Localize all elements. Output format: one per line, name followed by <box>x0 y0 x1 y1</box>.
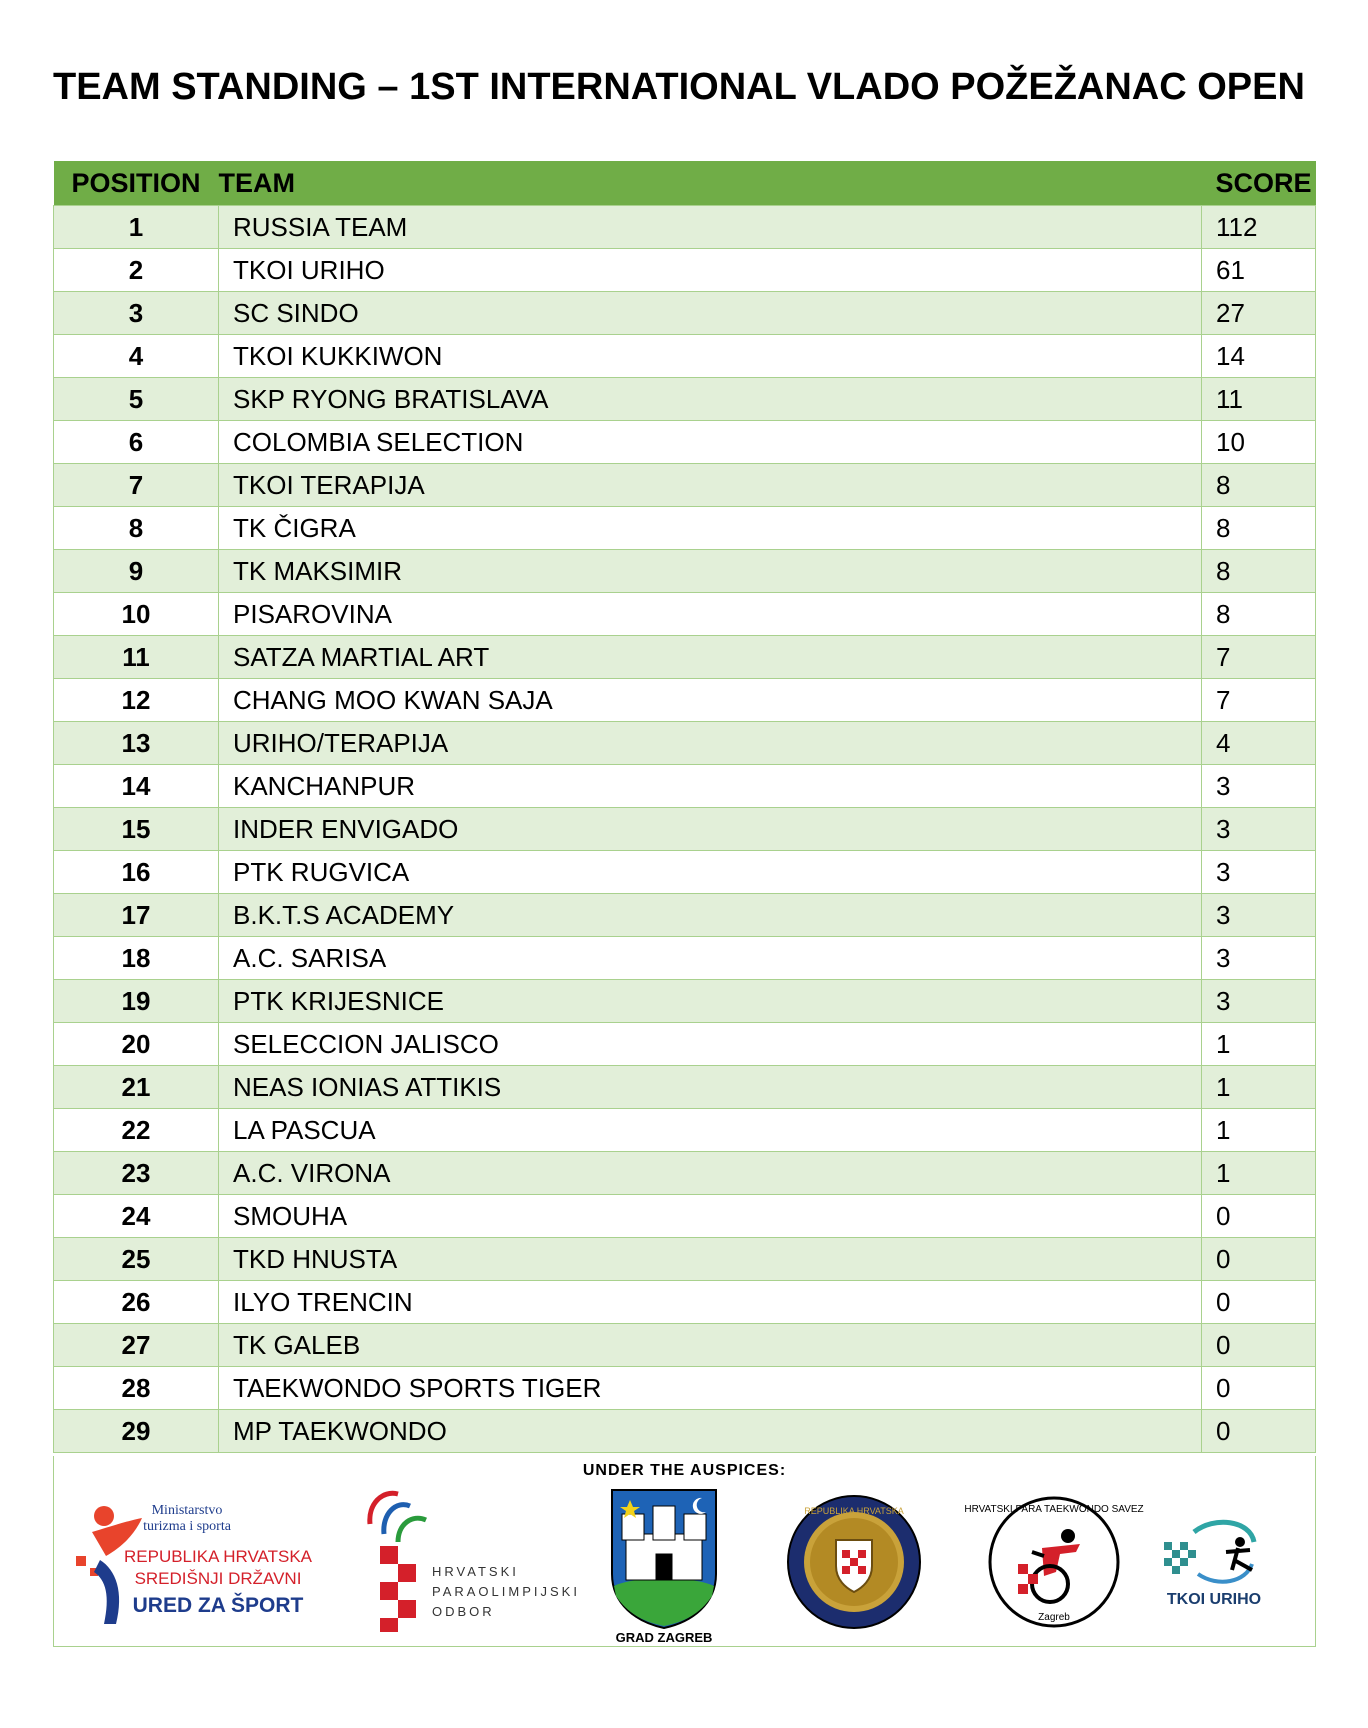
header-score: SCORE <box>1202 161 1316 206</box>
row-position: 6 <box>54 421 219 464</box>
row-position: 16 <box>54 851 219 894</box>
row-score: 8 <box>1202 464 1316 507</box>
row-team: SKP RYONG BRATISLAVA <box>219 378 1202 421</box>
para-taekwondo-logo <box>964 1492 1144 1632</box>
row-position: 21 <box>54 1066 219 1109</box>
table-row <box>54 1281 1316 1324</box>
row-team: TKOI KUKKIWON <box>219 335 1202 378</box>
row-position: 29 <box>54 1410 219 1453</box>
table-row <box>54 550 1316 593</box>
row-score: 3 <box>1202 980 1316 1023</box>
row-team: TKOI TERAPIJA <box>219 464 1202 507</box>
row-team: CHANG MOO KWAN SAJA <box>219 679 1202 722</box>
row-position: 7 <box>54 464 219 507</box>
row-position: 26 <box>54 1281 219 1324</box>
table-row <box>54 507 1316 550</box>
row-position: 10 <box>54 593 219 636</box>
table-row <box>54 378 1316 421</box>
row-team: COLOMBIA SELECTION <box>219 421 1202 464</box>
row-score: 11 <box>1202 378 1316 421</box>
row-score: 0 <box>1202 1324 1316 1367</box>
row-position: 25 <box>54 1238 219 1281</box>
row-score: 3 <box>1202 894 1316 937</box>
row-position: 5 <box>54 378 219 421</box>
table-row <box>54 206 1316 249</box>
row-team: KANCHANPUR <box>219 765 1202 808</box>
row-team: SC SINDO <box>219 292 1202 335</box>
table-row <box>54 1238 1316 1281</box>
row-score: 1 <box>1202 1066 1316 1109</box>
table-row <box>54 636 1316 679</box>
table-row <box>54 292 1316 335</box>
table-row <box>54 765 1316 808</box>
row-team: TK MAKSIMIR <box>219 550 1202 593</box>
para-tkd-city: Zagreb <box>1038 1612 1070 1623</box>
row-team: RUSSIA TEAM <box>219 206 1202 249</box>
para-tkd-ring-text: HRVATSKI PARA TAEKWONDO SAVEZ <box>964 1504 1144 1515</box>
row-team: A.C. SARISA <box>219 937 1202 980</box>
row-position: 23 <box>54 1152 219 1195</box>
auspices-label: UNDER THE AUSPICES: <box>582 1462 787 1479</box>
table-row <box>54 1109 1316 1152</box>
row-position: 3 <box>54 292 219 335</box>
table-row <box>54 249 1316 292</box>
ministry-line2: turizma i sporta <box>143 1519 231 1534</box>
paralympic-line1: HRVATSKI <box>432 1564 519 1579</box>
row-score: 3 <box>1202 937 1316 980</box>
tkoi-emblem-icon <box>1164 1522 1254 1581</box>
row-position: 13 <box>54 722 219 765</box>
row-score: 10 <box>1202 421 1316 464</box>
row-position: 19 <box>54 980 219 1023</box>
table-row <box>54 894 1316 937</box>
row-position: 27 <box>54 1324 219 1367</box>
row-score: 3 <box>1202 808 1316 851</box>
row-position: 14 <box>54 765 219 808</box>
row-team: TK GALEB <box>219 1324 1202 1367</box>
header-position: POSITION <box>54 161 219 206</box>
ministry-line1: Ministarstvo <box>151 1503 223 1518</box>
row-team: PTK KRIJESNICE <box>219 980 1202 1023</box>
table-row <box>54 679 1316 722</box>
row-score: 8 <box>1202 507 1316 550</box>
row-team: PISAROVINA <box>219 593 1202 636</box>
table-body <box>54 206 1316 1453</box>
row-team: A.C. VIRONA <box>219 1152 1202 1195</box>
table-row <box>54 808 1316 851</box>
row-position: 4 <box>54 335 219 378</box>
table-row <box>54 1324 1316 1367</box>
row-team: URIHO/TERAPIJA <box>219 722 1202 765</box>
row-score: 27 <box>1202 292 1316 335</box>
row-team: SMOUHA <box>219 1195 1202 1238</box>
checkerboard-icon <box>380 1546 416 1632</box>
row-team: TKD HNUSTA <box>219 1238 1202 1281</box>
row-team: NEAS IONIAS ATTIKIS <box>219 1066 1202 1109</box>
table-row <box>54 1195 1316 1238</box>
table-row <box>54 980 1316 1023</box>
auspices-footer <box>53 1456 1316 1647</box>
table-row <box>54 1023 1316 1066</box>
paralympic-line2: PARAOLIMPIJSKI <box>432 1584 580 1599</box>
row-position: 24 <box>54 1195 219 1238</box>
agitos-icon <box>370 1493 426 1542</box>
row-team: TKOI URIHO <box>219 249 1202 292</box>
table-header-row <box>54 161 1316 206</box>
row-score: 61 <box>1202 249 1316 292</box>
table-row <box>54 851 1316 894</box>
row-team: TK ČIGRA <box>219 507 1202 550</box>
row-score: 1 <box>1202 1023 1316 1066</box>
row-team: MP TAEKWONDO <box>219 1410 1202 1453</box>
table-row <box>54 722 1316 765</box>
row-score: 0 <box>1202 1410 1316 1453</box>
row-position: 20 <box>54 1023 219 1066</box>
row-position: 15 <box>54 808 219 851</box>
table-row <box>54 421 1316 464</box>
row-position: 17 <box>54 894 219 937</box>
table-row <box>54 464 1316 507</box>
row-score: 1 <box>1202 1152 1316 1195</box>
row-position: 9 <box>54 550 219 593</box>
row-score: 0 <box>1202 1238 1316 1281</box>
paralympic-line3: ODBOR <box>432 1604 495 1619</box>
row-score: 7 <box>1202 636 1316 679</box>
row-score: 8 <box>1202 550 1316 593</box>
page-title: TEAM STANDING – 1ST INTERNATIONAL VLADO POŽEŽANAC OPEN <box>53 66 1305 108</box>
row-score: 0 <box>1202 1195 1316 1238</box>
seal-ring-text: REPUBLIKA HRVATSKA <box>804 1506 904 1516</box>
ministry-line4: SREDIŠNJI DRŽAVNI <box>134 1569 302 1588</box>
table-row <box>54 1367 1316 1410</box>
row-position: 2 <box>54 249 219 292</box>
row-team: B.K.T.S ACADEMY <box>219 894 1202 937</box>
table-row <box>54 1410 1316 1453</box>
row-team: SATZA MARTIAL ART <box>219 636 1202 679</box>
row-score: 14 <box>1202 335 1316 378</box>
row-score: 4 <box>1202 722 1316 765</box>
row-score: 3 <box>1202 851 1316 894</box>
zagreb-label: GRAD ZAGREB <box>615 1630 713 1645</box>
row-team: LA PASCUA <box>219 1109 1202 1152</box>
standings-table <box>53 161 1316 1453</box>
row-position: 18 <box>54 937 219 980</box>
tkoi-uriho-logo <box>1154 1512 1274 1612</box>
zagreb-coat-of-arms <box>604 1486 724 1644</box>
row-team: ILYO TRENCIN <box>219 1281 1202 1324</box>
row-team: PTK RUGVICA <box>219 851 1202 894</box>
row-position: 8 <box>54 507 219 550</box>
table-row <box>54 1152 1316 1195</box>
ministry-logo <box>72 1496 313 1636</box>
row-score: 1 <box>1202 1109 1316 1152</box>
paralympic-logo <box>362 1484 582 1634</box>
row-team: TAEKWONDO SPORTS TIGER <box>219 1367 1202 1410</box>
row-position: 12 <box>54 679 219 722</box>
header-team: TEAM <box>219 161 1202 206</box>
row-score: 8 <box>1202 593 1316 636</box>
row-team: SELECCION JALISCO <box>219 1023 1202 1066</box>
row-position: 22 <box>54 1109 219 1152</box>
row-score: 112 <box>1202 206 1316 249</box>
ministry-line3: REPUBLIKA HRVATSKA <box>123 1547 313 1566</box>
row-score: 0 <box>1202 1281 1316 1324</box>
row-score: 3 <box>1202 765 1316 808</box>
row-score: 0 <box>1202 1367 1316 1410</box>
row-position: 11 <box>54 636 219 679</box>
row-team: INDER ENVIGADO <box>219 808 1202 851</box>
row-score: 7 <box>1202 679 1316 722</box>
row-position: 28 <box>54 1367 219 1410</box>
tkoi-label: TKOI URIHO <box>1166 1591 1262 1608</box>
table-row <box>54 1066 1316 1109</box>
table-row <box>54 937 1316 980</box>
table-row <box>54 335 1316 378</box>
ministry-line5: URED ZA ŠPORT <box>132 1594 304 1617</box>
table-row <box>54 593 1316 636</box>
castle-icon <box>622 1506 706 1580</box>
republika-hrvatska-seal <box>784 1492 924 1632</box>
row-position: 1 <box>54 206 219 249</box>
